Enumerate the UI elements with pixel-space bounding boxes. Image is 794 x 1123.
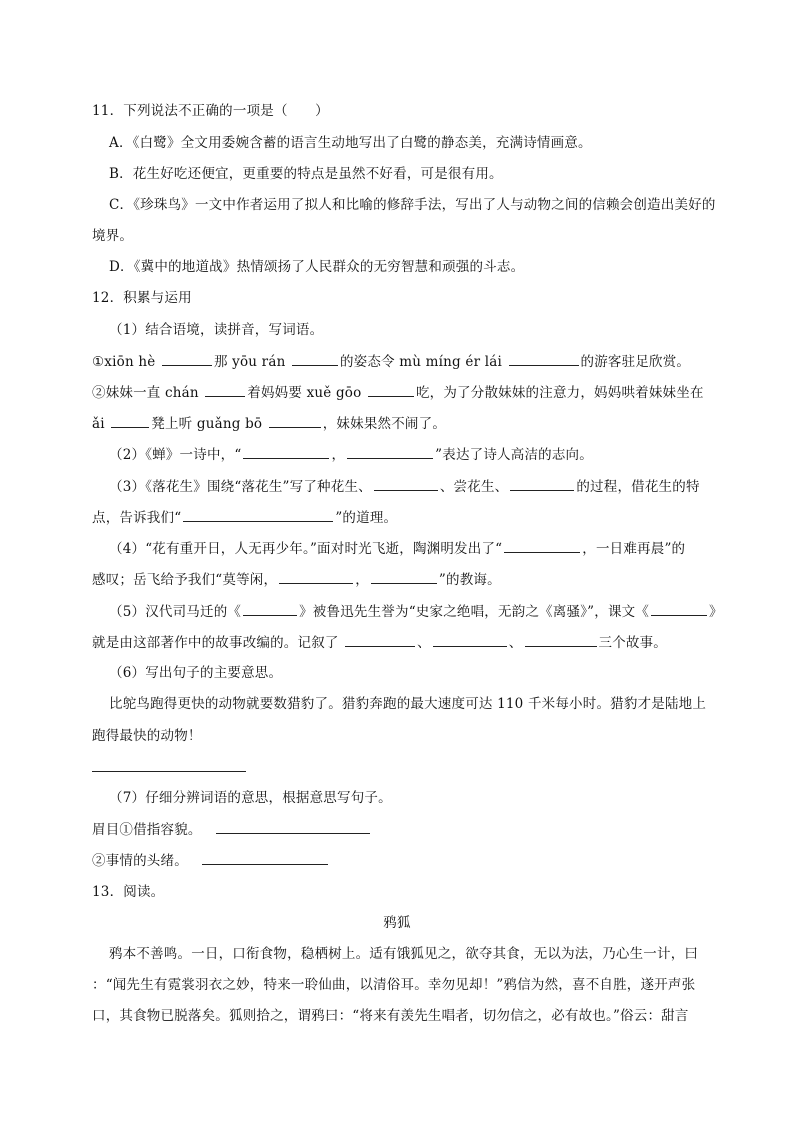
text: ”表达了诗人高洁的志向。 (435, 447, 593, 463)
q12-part2 (109, 444, 593, 465)
text: ”的道理。 (335, 510, 398, 526)
q12-part6-answer-line[interactable] (92, 771, 246, 772)
text: （4）“花有重开日，人无再少年。”面对时光飞逝，陶渊明发出了“ (109, 541, 503, 557)
q12-part5-cont (92, 632, 667, 653)
text: （2）《蝉》一诗中，“ (109, 447, 242, 463)
blank[interactable] (374, 476, 438, 491)
text: 》被鲁迅先生誉为“史家之绝唱，无韵之《离骚》”，课文《 (299, 604, 650, 620)
text: 的游客驻足欣赏。 (580, 354, 691, 370)
text: 三个故事。 (598, 635, 667, 651)
text: 感叹；岳飞给予我们“莫等闲， (92, 572, 278, 588)
q11-option-c: C．《珍珠鸟》一文中作者运用了拟人和比喻的修辞手法，写出了人与动物之间的信赖会创造出美好的 (109, 197, 716, 213)
blank[interactable] (510, 476, 574, 491)
text: 点，告诉我们“ (92, 510, 182, 526)
blank[interactable] (279, 569, 353, 584)
blank[interactable] (269, 413, 321, 428)
text: ，一日难再晨”的 (582, 541, 686, 557)
blank[interactable] (216, 819, 370, 834)
q11-option-c-cont: 境界。 (92, 228, 134, 244)
q11-option-a: A．《白鹭》全文用委婉含蓄的语言生动地写出了白鹭的静态美，充满诗情画意。 (109, 135, 592, 151)
text: 的过程，借花生的特 (576, 479, 700, 495)
text: 、尝花生、 (439, 479, 509, 495)
text: ”的教诲。 (438, 572, 501, 588)
q12-part1-row1 (92, 351, 690, 372)
text: ，妹妹果然不闹了。 (322, 416, 447, 432)
text: ②事情的头绪。 (92, 853, 188, 869)
blank[interactable] (243, 601, 297, 616)
blank[interactable] (345, 632, 415, 647)
text: ②妹妹一直 chán (92, 385, 204, 401)
q12-part6-text-cont: 跑得最快的动物！ (92, 728, 202, 744)
text: ， (355, 572, 369, 588)
blank[interactable] (525, 632, 597, 647)
blank[interactable] (202, 850, 328, 865)
text: ， (331, 447, 346, 463)
text: 》 (709, 604, 723, 620)
blank[interactable] (433, 632, 507, 647)
q11-option-d: D．《冀中的地道战》热情颂扬了人民群众的无穷智慧和顽强的斗志。 (109, 259, 525, 275)
blank[interactable] (183, 507, 333, 522)
text: 吃，为了分散妹妹的注意力，妈妈哄着妹妹坐在 (415, 385, 704, 401)
text: （3）《落花生》围绕“落花生”写了种花生、 (109, 479, 372, 495)
q12-part1-row2 (92, 382, 704, 403)
q11-option-b: B．花生好吃还便宜，更重要的特点是虽然不好看，可是很有用。 (109, 166, 503, 182)
blank[interactable] (347, 444, 433, 459)
text: 凳上听 guǎng bō (151, 416, 267, 432)
text: 眉目①借指容貌。 (92, 822, 202, 838)
q12-part7-row2 (92, 850, 330, 871)
text: 着妈妈要 xuě gōo (247, 385, 366, 401)
blank[interactable] (243, 444, 329, 459)
text: 就是由这部著作中的故事改编的。记叙了 (92, 635, 344, 651)
blank[interactable] (509, 351, 579, 366)
q12-part4-cont (92, 569, 501, 590)
q12-part1-row3 (92, 413, 446, 434)
q13-stem: 13．阅读。 (92, 884, 165, 900)
q12-part6-text: 比鸵鸟跑得更快的动物就要数猎豹了。猎豹奔跑的最大速度可达 110 千米每小时。猎豹才是陆地上 (109, 696, 707, 712)
blank[interactable] (651, 601, 707, 616)
text: 、 (508, 635, 523, 651)
text: 的姿态令 mù míng ér lái (339, 354, 507, 370)
q12-part5 (109, 601, 723, 622)
text: ①xiōn hè (92, 354, 160, 370)
q12-part3-cont (92, 507, 397, 528)
text: 那 yōu rán (213, 354, 290, 370)
blank[interactable] (205, 382, 245, 397)
passage-line: ：“闻先生有霓裳羽衣之妙，特来一聆仙曲，以清俗耳。幸勿见却！”鸦信为然，喜不自胜，遂开声张 (92, 977, 696, 993)
blank[interactable] (292, 351, 338, 366)
text: 、 (417, 635, 431, 651)
q12-part4 (109, 538, 685, 559)
passage-title: 鸦狐 (383, 915, 411, 931)
blank[interactable] (368, 382, 414, 397)
blank[interactable] (111, 413, 149, 428)
q12-part7-label: （7）仔细分辨词语的意思，根据意思写句子。 (109, 790, 392, 806)
q11-stem: 11．下列说法不正确的一项是（ ） (92, 103, 329, 119)
text: （5）汉代司马迁的《 (109, 604, 242, 620)
q12-part3 (109, 476, 700, 497)
blank[interactable] (504, 538, 580, 553)
q12-part6-label: （6）写出句子的主要意思。 (109, 665, 283, 681)
text: ǎi (92, 416, 110, 432)
q12-stem: 12．积累与运用 (92, 290, 192, 306)
passage-line: 鸦本不善鸣。一日，口衔食物，稳栖树上。适有饿狐见之，欲夺其食，无以为法，乃心生一计，曰 (109, 946, 699, 962)
q12-part7-row1 (92, 819, 372, 840)
passage-line: 口，其食物已脱落矣。狐则拾之，谓鸦曰：“将来有羡先生唱者，切勿信之，必有故也。”俗云：甜言 (92, 1008, 689, 1024)
blank[interactable] (162, 351, 212, 366)
q12-part1-label: （1）结合语境，读拼音，写词语。 (109, 322, 324, 338)
blank[interactable] (371, 569, 437, 584)
